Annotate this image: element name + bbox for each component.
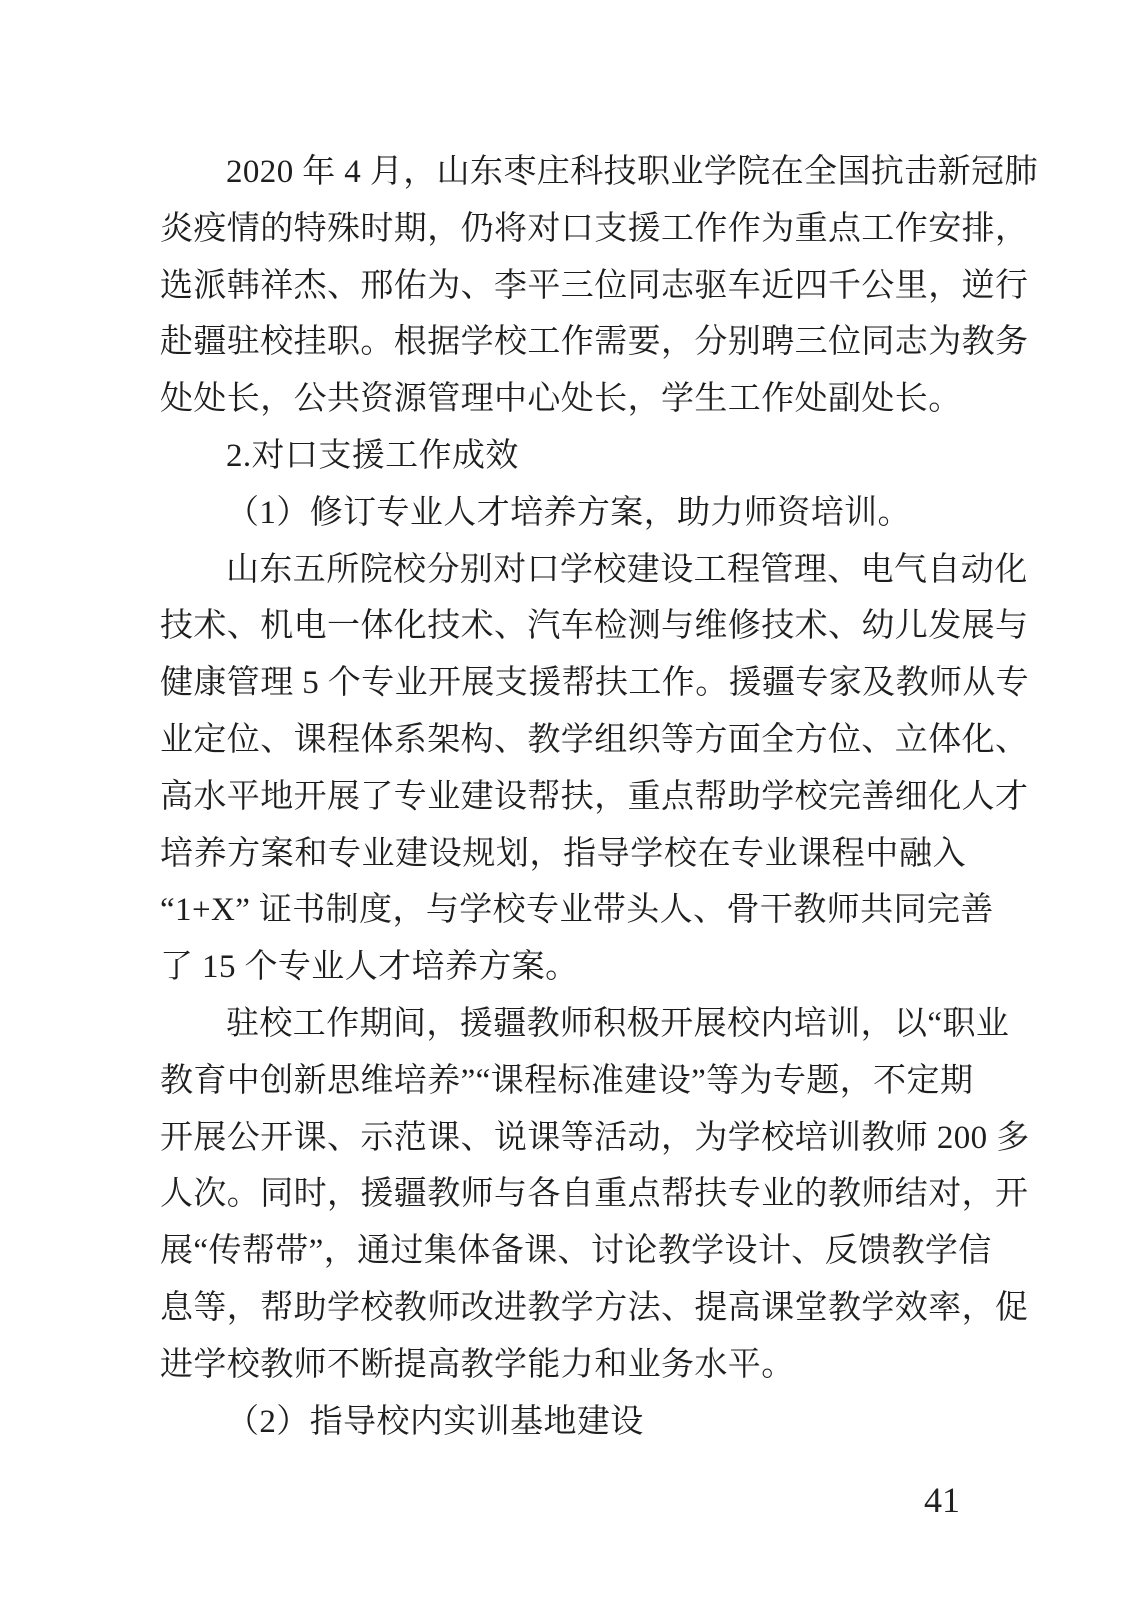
text-line: 选派韩祥杰、邢佑为、李平三位同志驱车近四千公里，逆行	[160, 267, 1029, 304]
text-line: 2.对口支援工作成效	[226, 437, 519, 474]
text-line: 赴疆驻校挂职。根据学校工作需要，分别聘三位同志为教务	[160, 324, 1029, 361]
text-line: 了 15 个专业人才培养方案。	[160, 949, 579, 986]
text-line: （1）修订专业人才培养方案，助力师资培训。	[226, 494, 911, 531]
text-line: 技术、机电一体化技术、汽车检测与维修技术、幼儿发展与	[160, 608, 1029, 645]
text-line: 炎疫情的特殊时期，仍将对口支援工作作为重点工作安排，	[160, 210, 1029, 247]
document-body	[160, 144, 1038, 1450]
text-line: 处处长，公共资源管理中心处长，学生工作处副处长。	[160, 381, 962, 418]
text-line: 开展公开课、示范课、说课等活动，为学校培训教师 200 多	[160, 1119, 1030, 1156]
text-line: 息等，帮助学校教师改进教学方法、提高课堂教学效率，促	[160, 1289, 1029, 1326]
text-line: 展“传帮带”，通过集体备课、讨论教学设计、反馈教学信	[160, 1233, 992, 1270]
subheading-item-2	[160, 1394, 966, 1451]
paragraph-intro	[160, 144, 1038, 428]
text-line: 山东五所院校分别对口学校建设工程管理、电气自动化	[226, 551, 1028, 588]
text-line: 高水平地开展了专业建设帮扶，重点帮助学校完善细化人才	[160, 778, 1029, 815]
paragraph-majors	[160, 542, 1030, 996]
page-number: 41	[924, 1480, 960, 1520]
text-line: “1+X” 证书制度，与学校专业带头人、骨干教师共同完善	[160, 892, 994, 929]
text-line: （2）指导校内实训基地建设	[226, 1403, 644, 1440]
text-line: 培养方案和专业建设规划，指导学校在专业课程中融入	[160, 835, 966, 872]
paragraph-training	[160, 996, 1030, 1394]
text-line: 驻校工作期间，援疆教师积极开展校内培训，以“职业	[226, 1005, 1010, 1042]
text-line: 业定位、课程体系架构、教学组织等方面全方位、立体化、	[160, 721, 1029, 758]
subheading-item-1	[160, 485, 966, 542]
text-line: 2020 年 4 月，山东枣庄科技职业学院在全国抗击新冠肺	[226, 154, 1038, 190]
text-line: 教育中创新思维培养”“课程标准建设”等为专题，不定期	[160, 1062, 974, 1099]
text-line: 健康管理 5 个专业开展支援帮扶工作。援疆专家及教师从专	[160, 665, 1030, 702]
heading-section-2	[160, 428, 966, 485]
text-line: 人次。同时，援疆教师与各自重点帮扶专业的教师结对，开	[160, 1176, 1029, 1213]
text-line: 进学校教师不断提高教学能力和业务水平。	[160, 1346, 795, 1383]
